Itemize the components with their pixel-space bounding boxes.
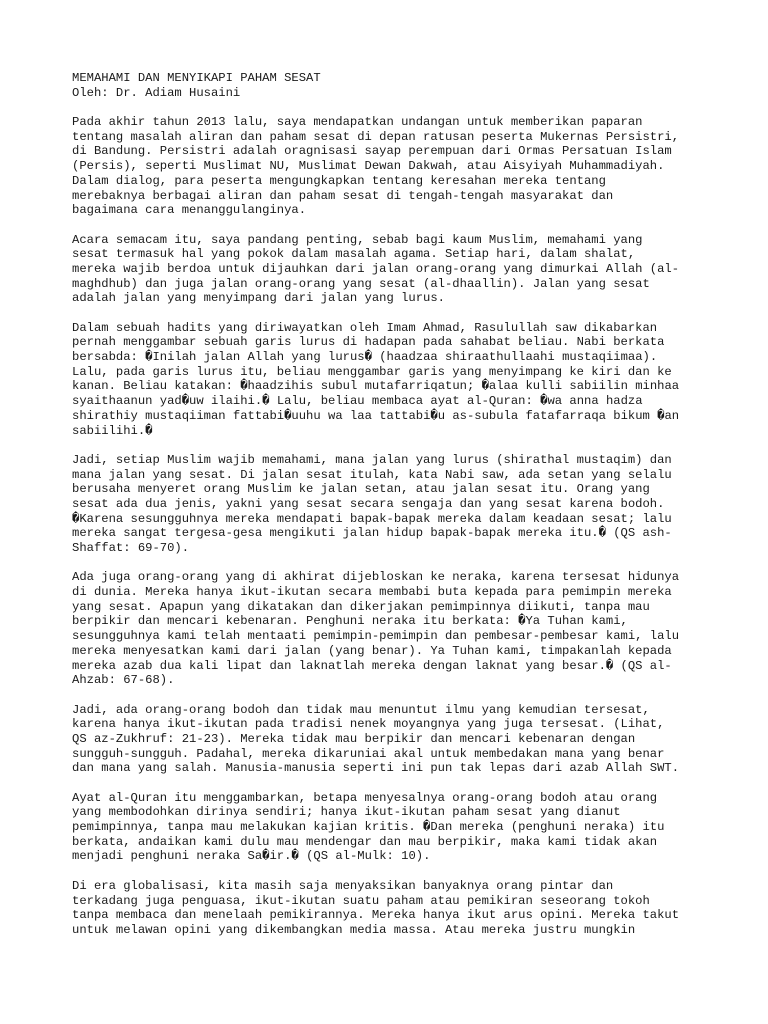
text-line: Dalam sebuah hadits yang diriwayatkan oleh Imam Ahmad, Rasulullah saw dikabarkan	[72, 320, 658, 335]
document-page	[72, 71, 712, 938]
text-line: tanpa membaca dan menelaah pemikirannya. Mereka hanya ikut arus opini. Mereka takut	[72, 908, 680, 923]
text-line: tentang masalah aliran dan paham sesat di depan ratusan peserta Mukernas Persistri,	[72, 129, 680, 144]
text-line: mereka sangat tergesa-gesa mengikuti jalan hidup bapak-bapak mereka itu.� (QS ash-	[72, 526, 672, 541]
text-line: �Karena sesungguhnya mereka mendapati bapak-bapak mereka dalam keadaan sesat; lalu	[72, 511, 672, 526]
paragraph-gap	[72, 776, 712, 791]
document-author: Oleh: Dr. Adiam Husaini	[72, 85, 241, 100]
text-line: mana jalan yang sesat. Di jalan sesat itulah, kata Nabi saw, ada setan yang selalu	[72, 467, 672, 482]
text-line: Ada juga orang-orang yang di akhirat dijebloskan ke neraka, karena tersesat hidunya	[72, 570, 680, 585]
text-line: mereka menyesatkan kami dari jalan (yang benar). Ya Tuhan kami, timpakanlah kepada	[72, 643, 672, 658]
text-line: menjadi penghuni neraka Sa�ir.� (QS al-Mulk: 10).	[72, 849, 431, 864]
text-line: Ayat al-Quran itu menggambarkan, betapa menyesalnya orang-orang bodoh atau orang	[72, 790, 658, 805]
text-line: di dunia. Mereka hanya ikut-ikutan secara membabi buta kepada para pemimpin mereka	[72, 585, 672, 600]
paragraph	[72, 703, 712, 776]
document-title: MEMAHAMI DAN MENYIKAPI PAHAM SESAT	[72, 71, 321, 85]
text-line: (Persis), seperti Muslimat NU, Muslimat Dewan Dakwah, atau Aisyiyah Muhammadiyah.	[72, 159, 665, 174]
document-body	[72, 100, 712, 937]
text-line: sesat ada dua jenis, yakni yang sesat secara sengaja dan yang sesat karena bodoh.	[72, 496, 665, 511]
paragraph-gap	[72, 306, 712, 321]
text-line: mereka wajib berdoa untuk dijauhkan dari jalan orang-orang yang dimurkai Allah (al-	[72, 261, 680, 276]
text-line: untuk melawan opini yang dikembangkan media massa. Atau mereka justru mungkin	[72, 922, 636, 937]
text-line: Ahzab: 67-68).	[72, 673, 175, 688]
text-line: mereka azab dua kali lipat dan laknatlah mereka dengan laknat yang besar.� (QS al-	[72, 658, 672, 673]
text-line: berusaha menyeret orang Muslim ke jalan setan, atau jalan sesat itu. Orang yang	[72, 482, 650, 497]
text-line: Lalu, pada garis lurus itu, beliau menggambar garis yang menyimpang ke kiri dan ke	[72, 364, 672, 379]
text-line: adalah jalan yang menyimpang dari jalan yang lurus.	[72, 291, 445, 306]
text-line: karena hanya ikut-ikutan pada tradisi nenek moyangnya yang juga tersesat. (Lihat,	[72, 717, 665, 732]
text-line: Dalam dialog, para peserta mengungkapkan tentang keresahan mereka tentang	[72, 173, 606, 188]
text-line: Di era globalisasi, kita masih saja menyaksikan banyaknya orang pintar dan	[72, 878, 614, 893]
text-line: sesungguhnya kami telah mentaati pemimpin-pemimpin dan pembesar-pembesar kami, lalu	[72, 629, 680, 644]
text-line: shirathiy mustaqiiman fattabi�uuhu wa laa tattabi�u as-subula fatafarraqa bikum �an	[72, 408, 680, 423]
text-line: Jadi, ada orang-orang bodoh dan tidak mau menuntut ilmu yang kemudian tersesat,	[72, 702, 650, 717]
paragraph-gap	[72, 864, 712, 879]
text-line: syaithaanun yad�uw ilaihi.� Lalu, beliau membaca ayat al-Quran: �wa anna hadza	[72, 394, 643, 409]
text-line: berkata, andaikan kami dulu mau mendengar dan mau berpikir, maka kami tidak akan	[72, 834, 658, 849]
text-line: Acara semacam itu, saya pandang penting, sebab bagi kaum Muslim, memahami yang	[72, 232, 643, 247]
paragraph-gap	[72, 218, 712, 233]
paragraph-gap	[72, 556, 712, 571]
paragraph	[72, 453, 712, 556]
text-line: terkadang juga penguasa, ikut-ikutan suatu paham atau pemikiran seseorang tokoh	[72, 893, 650, 908]
paragraph	[72, 879, 712, 938]
text-line: di Bandung. Persistri adalah oragnisasi sayap perempuan dari Ormas Persatuan Islam	[72, 144, 672, 159]
text-line: bersabda: �Inilah jalan Allah yang lurus� (haadzaa shiraathullaahi mustaqiimaa).	[72, 350, 658, 365]
text-line: yang sesat. Apapun yang dikatakan dan dikerjakan pemimpinnya diikuti, tanpa mau	[72, 599, 650, 614]
paragraph	[72, 115, 712, 218]
paragraph	[72, 791, 712, 864]
text-line: yang membodohkan dirinya sendiri; hanya ikut-ikutan paham sesat yang dianut	[72, 805, 621, 820]
text-line: Jadi, setiap Muslim wajib memahami, mana jalan yang lurus (shirathal mustaqim) dan	[72, 452, 672, 467]
text-line: Pada akhir tahun 2013 lalu, saya mendapatkan undangan untuk memberikan paparan	[72, 115, 643, 130]
text-line: merebaknya berbagai aliran dan paham sesat di tengah-tengah masyarakat dan	[72, 188, 614, 203]
paragraph-gap	[72, 688, 712, 703]
text-line: kanan. Beliau katakan: �haadzihis subul mutafarriqatun; �alaa kulli sabiilin minhaa	[72, 379, 680, 394]
text-line: sabiilihi.�	[72, 423, 153, 438]
paragraph	[72, 570, 712, 688]
text-line: sungguh-sungguh. Padahal, mereka dikaruniai akal untuk membedakan mana yang benar	[72, 746, 665, 761]
paragraph-gap	[72, 438, 712, 453]
text-line: pernah menggambar sebuah garis lurus di hadapan pada sahabat beliau. Nabi berkata	[72, 335, 665, 350]
text-line: Shaffat: 69-70).	[72, 541, 190, 555]
text-line: QS az-Zukhruf: 21-23). Mereka tidak mau berpikir dan mencari kebenaran dengan	[72, 731, 636, 746]
text-line: sesat termasuk hal yang pokok dalam masalah agama. Setiap hari, dalam shalat,	[72, 247, 636, 262]
text-line: maghdhub) dan juga jalan orang-orang yang sesat (al-dhaallin). Jalan yang sesat	[72, 276, 650, 291]
text-line: bagaimana cara menanggulanginya.	[72, 203, 307, 218]
paragraph-gap	[72, 100, 712, 115]
text-line: dan mana yang salah. Manusia-manusia seperti ini pun tak lepas dari azab Allah SWT.	[72, 761, 680, 776]
paragraph	[72, 321, 712, 439]
paragraph	[72, 233, 712, 306]
text-line: berpikir dan mencari kebenaran. Penghuni neraka itu berkata: �Ya Tuhan kami,	[72, 614, 628, 629]
text-line: pemimpinnya, tanpa mau melakukan kajian kritis. �Dan mereka (penghuni neraka) itu	[72, 820, 665, 835]
